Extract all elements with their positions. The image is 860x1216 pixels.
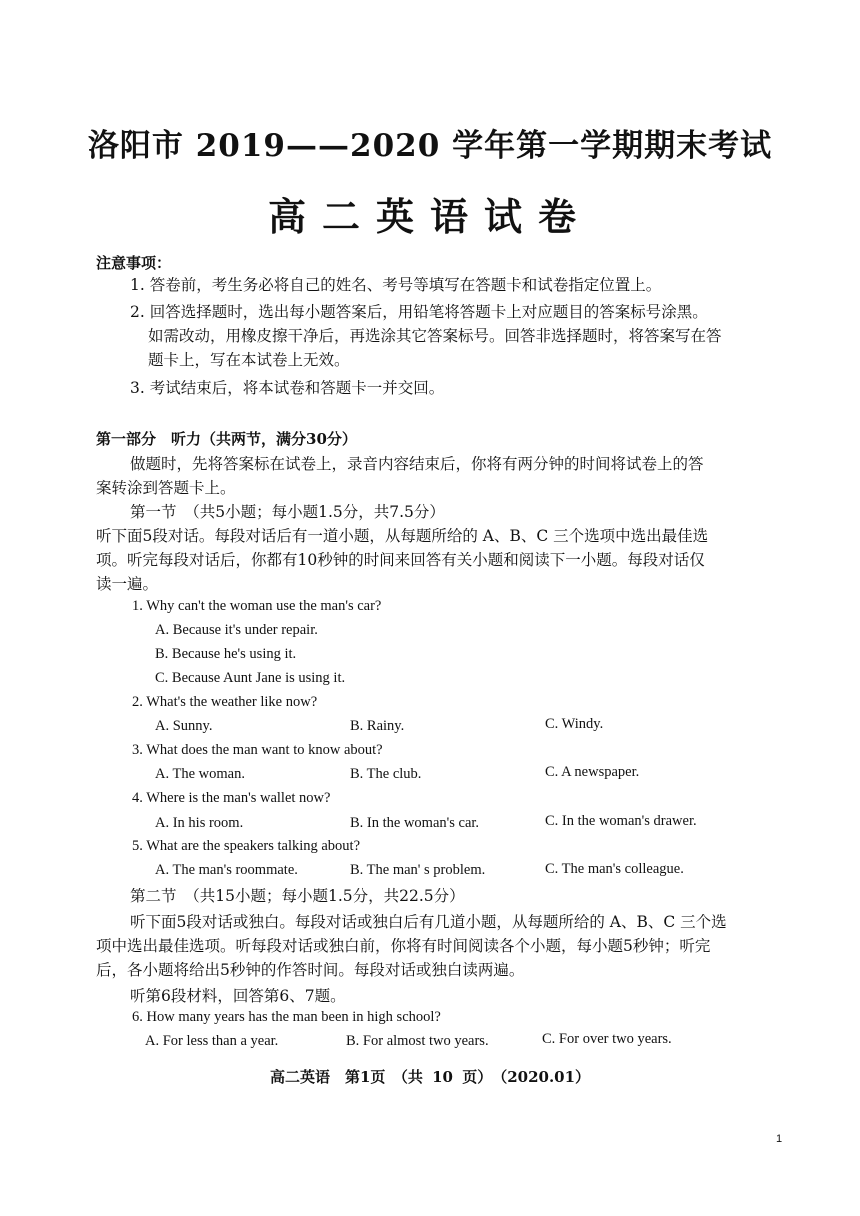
question-4-option-a: A. In his room. [155, 815, 244, 831]
question-6-option-b: B. For almost two years. [346, 1033, 489, 1049]
part1-intro-line: 案转涂到答题卡上。 [96, 479, 236, 497]
notice-item: 如需改动，用橡皮擦干净后，再选涂其它答案标号。回答非选择题时，将答案写在答 [148, 327, 722, 345]
question-6-option-a: A. For less than a year. [145, 1033, 279, 1049]
page-footer: 高二英语 第1页 （共 10 页） （2020.01） [269, 1068, 591, 1086]
section1-instruction: 听下面5段对话。每段对话后有一道小题，从每题所给的 A、B、C 三个选项中选出最佳选 [96, 527, 709, 545]
section2-heading: 第二节 （共15小题；每小题1.5分，共22.5分） [130, 887, 465, 905]
question-3-option-c: C. A newspaper. [545, 764, 640, 780]
page-number: 1 [776, 1133, 783, 1145]
question-1-option-c: C. Because Aunt Jane is using it. [155, 670, 346, 686]
question-4-option-b: B. In the woman's car. [350, 815, 480, 831]
exam-title: 洛阳市 2019——2020 学年第一学期期末考试 [87, 128, 773, 164]
section1-instruction: 项。听完每段对话后，你都有10秒钟的时间来回答有关小题和阅读下一小题。每段对话仅 [96, 551, 705, 569]
question-5: 5. What are the speakers talking about? [132, 838, 361, 854]
question-2-option-c: C. Windy. [545, 716, 604, 732]
notice-item: 3. 考试结束后，将本试卷和答题卡一并交回。 [130, 379, 445, 397]
question-2: 2. What's the weather like now? [132, 694, 318, 710]
part1-heading: 第一部分 听力（共两节，满分30分） [96, 430, 357, 448]
question-2-option-b: B. Rainy. [350, 718, 405, 734]
question-5-option-c: C. The man's colleague. [545, 861, 684, 877]
question-5-option-a: A. The man's roommate. [155, 862, 298, 878]
question-4: 4. Where is the man's wallet now? [132, 790, 331, 806]
question-1-option-b: B. Because he's using it. [155, 646, 297, 662]
material-note: 听第6段材料，回答第6、7题。 [130, 987, 346, 1005]
section2-instruction: 听下面5段对话或独白。每段对话或独白后有几道小题，从每题所给的 A、B、C 三个选 [130, 913, 727, 931]
section2-instruction: 项中选出最佳选项。听每段对话或独白前，你将有时间阅读各个小题，每小题5秒钟；听完 [96, 937, 711, 955]
notice-item: 1. 答卷前，考生务必将自己的姓名、考号等填写在答题卡和试卷指定位置上。 [130, 276, 662, 294]
question-6: 6. How many years has the man been in high school? [132, 1009, 441, 1025]
question-3-option-a: A. The woman. [155, 766, 245, 782]
exam-subtitle: 高二英语试卷 [267, 194, 592, 239]
question-3-option-b: B. The club. [350, 766, 422, 782]
section1-instruction: 读一遍。 [96, 575, 159, 593]
notice-heading: 注意事项： [96, 254, 172, 272]
notice-item: 2. 回答选择题时，选出每小题答案后，用铅笔将答题卡上对应题目的答案标号涂黑。 [130, 303, 708, 321]
question-2-option-a: A. Sunny. [155, 718, 213, 734]
question-1: 1. Why can't the woman use the man's car? [132, 598, 382, 614]
question-6-option-c: C. For over two years. [542, 1031, 672, 1047]
notice-item: 题卡上，写在本试卷上无效。 [148, 351, 350, 369]
question-4-option-c: C. In the woman's drawer. [545, 813, 697, 829]
part1-intro-line: 做题时，先将答案标在试卷上，录音内容结束后，你将有两分钟的时间将试卷上的答 [130, 455, 704, 473]
section1-heading: 第一节 （共5小题；每小题1.5分，共7.5分） [130, 503, 445, 521]
section2-instruction: 后，各小题将给出5秒钟的作答时间。每段对话或独白读两遍。 [96, 961, 525, 979]
question-3: 3. What does the man want to know about? [132, 742, 383, 758]
question-1-option-a: A. Because it's under repair. [155, 622, 318, 638]
question-5-option-b: B. The man' s problem. [350, 862, 486, 878]
